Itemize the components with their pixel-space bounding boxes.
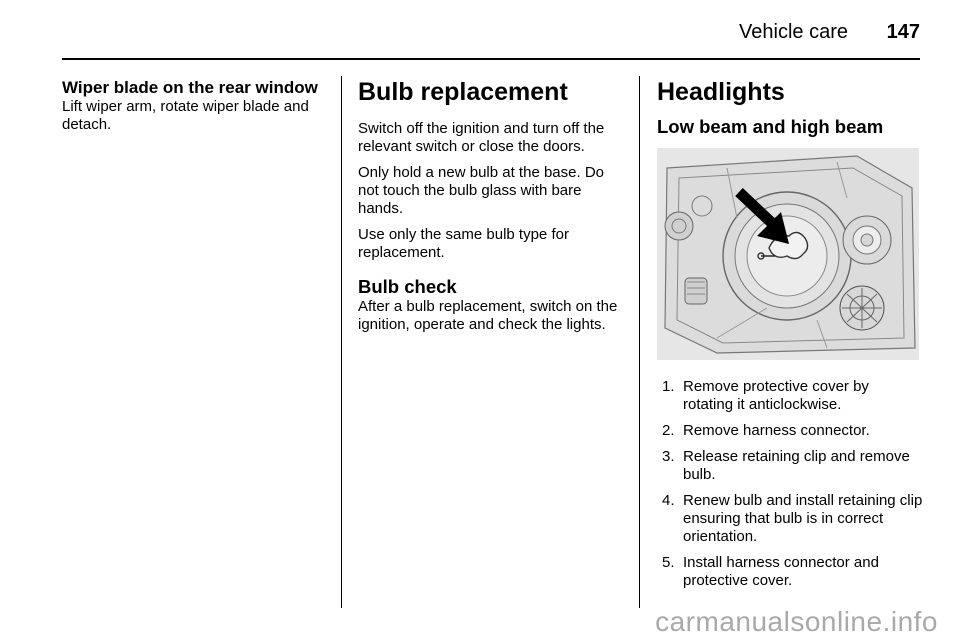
column-divider-2 xyxy=(639,76,640,608)
bulb-check-text: After a bulb replacement, switch on the ignition, operate and check the lights. xyxy=(358,298,618,333)
list-item: 3. Release retaining clip and remove bulb. xyxy=(662,448,910,483)
list-item: 2. Remove harness connector. xyxy=(662,422,870,439)
list-item: 1. Remove protective cover by rotating it anticlockwise. xyxy=(662,378,869,413)
column-bulb-replacement xyxy=(358,78,626,342)
section-title: Vehicle care xyxy=(739,21,848,43)
headlight-drawing xyxy=(657,148,919,360)
paragraph: Switch off the ignition and turn off the relevant switch or close the doors. xyxy=(358,120,605,155)
wiper-heading: Wiper blade on the rear window xyxy=(62,78,318,97)
list-item: 4. Renew bulb and install retaining clip ensuring that bulb is in correct orientation. xyxy=(662,492,923,545)
steps-list xyxy=(657,378,923,590)
wiper-text: Lift wiper arm, rotate wiper blade and detach. xyxy=(62,98,309,133)
headlights-title: Headlights xyxy=(657,78,785,106)
watermark: carmanualsonline.info xyxy=(655,606,938,637)
bulb-replacement-title: Bulb replacement xyxy=(358,78,568,106)
list-item: 5. Install harness connector and protective cover. xyxy=(662,554,879,589)
paragraph: Use only the same bulb type for replacement. xyxy=(358,226,569,261)
page-header xyxy=(62,18,920,46)
headlight-illustration xyxy=(657,148,919,360)
low-high-beam-heading: Low beam and high beam xyxy=(657,116,884,137)
column-divider-1 xyxy=(341,76,342,608)
bulb-check-heading: Bulb check xyxy=(358,276,457,297)
page-number: 147 xyxy=(886,21,920,43)
paragraph: Only hold a new bulb at the base. Do not touch the bulb glass with bare hands. xyxy=(358,164,604,217)
header-divider xyxy=(62,58,920,60)
column-wiper xyxy=(62,78,328,134)
column-headlights xyxy=(657,78,923,598)
